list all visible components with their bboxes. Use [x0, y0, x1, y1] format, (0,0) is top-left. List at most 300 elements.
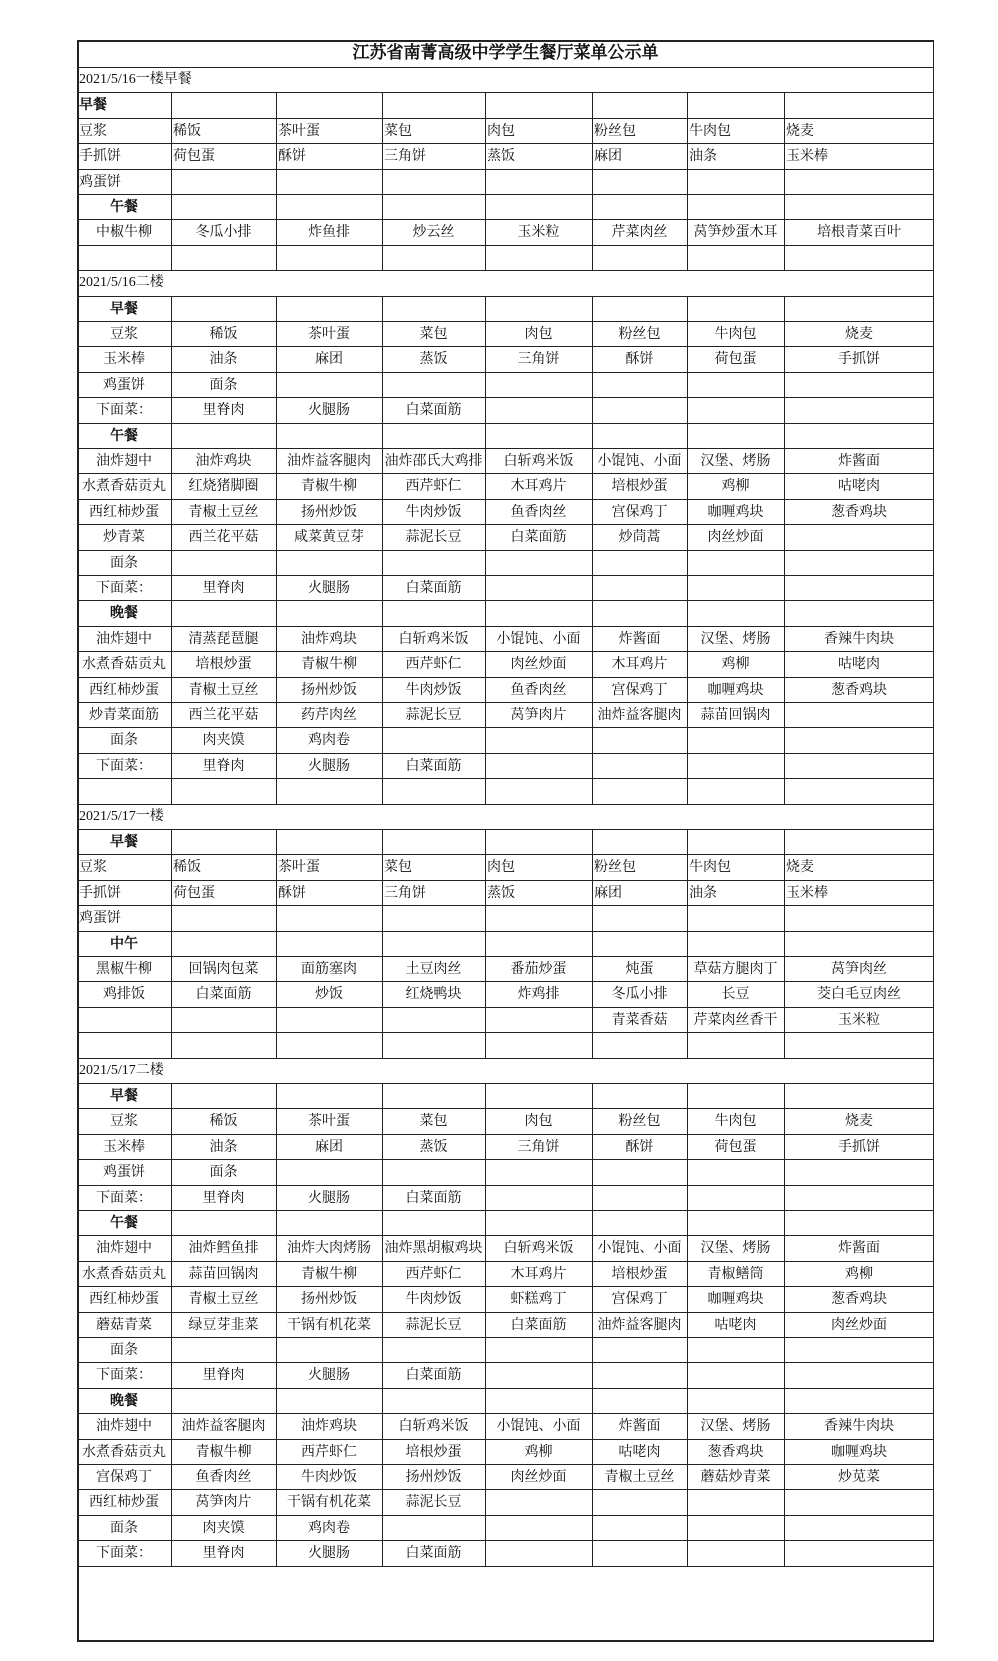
menu-cell: 葱香鸡块 — [707, 1443, 764, 1460]
menu-cell: 油炸鸡块 — [301, 630, 357, 647]
menu-cell: 白菜面筋 — [405, 1367, 462, 1384]
menu-cell: 手抓饼 — [838, 351, 880, 368]
menu-cell: 菜包 — [419, 1113, 448, 1130]
menu-cell: 炸酱面 — [838, 453, 880, 469]
menu-cell: 炒青菜面筋 — [89, 707, 159, 723]
grid-vline — [592, 296, 593, 321]
grid-vline — [276, 92, 277, 117]
menu-cell: 蒜苗回锅肉 — [700, 707, 771, 723]
grid-vline — [485, 778, 486, 803]
menu-cell: 水煮香菇贡丸 — [82, 1443, 166, 1460]
menu-cell: 肉包 — [487, 122, 515, 139]
grid-vline — [485, 397, 486, 422]
menu-cell: 扬州炒饭 — [301, 1291, 357, 1308]
menu-cell: 茭白毛豆肉丝 — [817, 986, 901, 1003]
menu-cell: 麻团 — [594, 884, 622, 901]
menu-cell: 三角饼 — [517, 1138, 560, 1155]
menu-cell: 扬州炒饭 — [301, 503, 357, 520]
grid-vline — [592, 931, 593, 956]
menu-cell: 西兰花平菇 — [188, 707, 259, 723]
menu-cell: 酥饼 — [278, 884, 306, 901]
menu-cell: 牛肉包 — [714, 1113, 757, 1130]
menu-cell: 牛肉炒饭 — [405, 681, 462, 698]
menu-cell: 红烧鸭块 — [405, 986, 462, 1003]
grid-vline — [784, 169, 785, 194]
menu-cell: 玉米棒 — [786, 884, 828, 901]
menu-cell: 火腿肠 — [308, 402, 350, 419]
menu-cell: 油炸黑胡椒鸡块 — [384, 1240, 483, 1257]
menu-cell: 汉堡、烤肠 — [700, 1240, 771, 1257]
menu-cell: 白斩鸡米饭 — [503, 453, 574, 469]
menu-cell: 西兰花平菇 — [188, 529, 259, 546]
menu-cell: 油炸翅中 — [96, 1240, 152, 1257]
menu-cell: 宫保鸡丁 — [611, 1291, 668, 1308]
date-header: 2021/5/16一楼早餐 — [79, 72, 192, 87]
menu-cell: 菜包 — [384, 859, 412, 876]
menu-cell: 白斩鸡米饭 — [503, 1240, 574, 1257]
menu-cell: 冬瓜小排 — [195, 224, 252, 241]
menu-cell: 荷包蛋 — [714, 351, 757, 368]
grid-vline — [592, 372, 593, 397]
menu-cell: 青椒牛柳 — [301, 656, 357, 673]
grid-hline — [77, 550, 934, 551]
menu-cell: 莴笋肉丝 — [831, 961, 887, 977]
grid-vline — [784, 245, 785, 270]
grid-hline — [77, 92, 934, 93]
grid-vline — [592, 245, 593, 270]
menu-cell: 烧麦 — [845, 326, 873, 342]
menu-cell: 肉包 — [524, 1113, 553, 1130]
grid-vline — [687, 550, 688, 575]
grid-vline — [382, 1083, 383, 1108]
grid-vline — [485, 550, 486, 575]
menu-cell: 油炸鳕鱼排 — [188, 1240, 259, 1257]
grid-vline — [485, 753, 486, 778]
menu-cell: 肉夹馍 — [202, 732, 245, 749]
menu-cell: 鱼香肉丝 — [510, 681, 567, 698]
grid-vline — [592, 1388, 593, 1413]
menu-cell: 粉丝包 — [618, 326, 661, 342]
menu-cell: 麻团 — [315, 351, 343, 368]
grid-vline — [592, 1159, 593, 1184]
menu-cell: 草菇方腿肉丁 — [693, 961, 778, 977]
menu-cell: 稀饭 — [209, 1113, 238, 1130]
grid-vline — [784, 524, 785, 549]
grid-vline — [382, 1388, 383, 1413]
grid-vline — [276, 1337, 277, 1362]
grid-vline — [687, 829, 688, 854]
grid-vline — [687, 423, 688, 448]
menu-cell: 油炸邵氏大鸡排 — [384, 453, 483, 469]
menu-cell: 炸酱面 — [618, 630, 661, 647]
grid-hline — [77, 1032, 934, 1033]
grid-vline — [485, 1032, 486, 1057]
grid-vline — [276, 1210, 277, 1235]
menu-cell: 鱼香肉丝 — [195, 1469, 252, 1485]
grid-vline — [592, 778, 593, 803]
grid-hline — [77, 829, 934, 830]
menu-cell: 肉夹馍 — [202, 1519, 245, 1536]
grid-vline — [592, 169, 593, 194]
menu-cell: 油条 — [209, 351, 238, 368]
grid-vline — [485, 1388, 486, 1413]
meal-label: 早餐 — [110, 300, 138, 317]
grid-vline — [382, 550, 383, 575]
grid-vline — [592, 92, 593, 117]
grid-vline — [485, 1007, 486, 1032]
menu-cell: 面条 — [209, 376, 238, 393]
menu-cell: 炒苋菜 — [838, 1469, 880, 1485]
grid-vline — [485, 245, 486, 270]
menu-cell: 白菜面筋 — [405, 580, 462, 596]
menu-cell: 鸡柳 — [845, 1265, 873, 1282]
menu-cell: 油炸翅中 — [96, 453, 152, 469]
grid-vline — [687, 1515, 688, 1540]
grid-vline — [382, 829, 383, 854]
grid-vline — [592, 397, 593, 422]
grid-vline — [784, 1388, 785, 1413]
menu-cell: 药芹肉丝 — [301, 707, 357, 723]
menu-cell: 白菜面筋 — [510, 1316, 567, 1333]
meal-label: 午餐 — [110, 1215, 138, 1231]
grid-vline — [687, 245, 688, 270]
grid-vline — [485, 1185, 486, 1210]
menu-cell: 蘑菇炒青菜 — [700, 1469, 771, 1485]
menu-cell: 西红柿炒蛋 — [89, 1494, 159, 1511]
menu-cell: 玉米棒 — [786, 148, 828, 165]
menu-cell: 白菜面筋 — [195, 986, 252, 1003]
menu-cell: 炸鱼排 — [308, 224, 350, 241]
menu-cell: 长豆 — [721, 986, 750, 1003]
grid-vline — [784, 702, 785, 727]
grid-vline — [171, 600, 172, 625]
grid-vline — [171, 931, 172, 956]
grid-hline — [77, 245, 934, 246]
menu-cell: 下面菜： — [96, 1189, 152, 1206]
menu-cell: 酥饼 — [278, 148, 306, 165]
menu-cell: 烧麦 — [786, 859, 814, 876]
menu-cell: 白斩鸡米饭 — [398, 630, 469, 647]
grid-vline — [276, 1159, 277, 1184]
menu-cell: 水煮香菇贡丸 — [82, 478, 166, 495]
menu-sheet — [77, 40, 934, 1641]
menu-cell: 炸鸡排 — [517, 986, 560, 1003]
grid-vline — [171, 778, 172, 803]
menu-cell: 鸡蛋饼 — [79, 173, 121, 190]
grid-vline — [171, 169, 172, 194]
menu-cell: 莴笋炒蛋木耳 — [693, 224, 778, 241]
grid-vline — [687, 169, 688, 194]
menu-cell: 咸菜黄豆芽 — [294, 529, 364, 546]
menu-cell: 肉丝炒面 — [510, 1469, 567, 1485]
menu-cell: 炖蛋 — [625, 961, 654, 977]
menu-cell: 香辣牛肉块 — [824, 630, 894, 647]
menu-cell: 葱香鸡块 — [831, 1291, 887, 1308]
menu-cell: 麻团 — [594, 148, 622, 165]
grid-vline — [171, 905, 172, 930]
menu-cell: 里脊肉 — [202, 1545, 245, 1562]
menu-cell: 青椒土豆丝 — [188, 681, 259, 698]
menu-cell: 肉丝炒面 — [510, 656, 567, 673]
grid-vline — [276, 194, 277, 219]
menu-cell: 咖喱鸡块 — [831, 1443, 887, 1460]
menu-cell: 扬州炒饭 — [405, 1469, 462, 1485]
menu-cell: 里脊肉 — [202, 402, 245, 419]
grid-vline — [382, 92, 383, 117]
menu-cell: 三角饼 — [517, 351, 560, 368]
menu-cell: 白斩鸡米饭 — [398, 1418, 469, 1435]
grid-vline — [592, 1337, 593, 1362]
grid-vline — [784, 1210, 785, 1235]
menu-cell: 咕咾肉 — [838, 656, 880, 673]
grid-vline — [485, 296, 486, 321]
menu-cell: 蒜泥长豆 — [405, 1316, 462, 1333]
menu-cell: 鸡蛋饼 — [103, 1164, 145, 1181]
grid-vline — [687, 1210, 688, 1235]
grid-vline — [687, 778, 688, 803]
grid-vline — [687, 1159, 688, 1184]
meal-label: 早餐 — [110, 834, 138, 850]
menu-cell: 玉米粒 — [838, 1011, 880, 1028]
meal-label: 中午 — [110, 935, 138, 952]
grid-vline — [592, 753, 593, 778]
menu-cell: 小馄饨、小面 — [496, 630, 581, 647]
menu-table — [77, 40, 934, 1641]
grid-vline — [276, 1388, 277, 1413]
grid-vline — [784, 1489, 785, 1514]
grid-vline — [382, 1337, 383, 1362]
grid-vline — [592, 1362, 593, 1387]
menu-cell: 肉包 — [487, 859, 515, 876]
menu-cell: 火腿肠 — [308, 580, 350, 596]
menu-cell: 培根炒蛋 — [405, 1443, 462, 1460]
grid-vline — [592, 1515, 593, 1540]
grid-vline — [485, 575, 486, 600]
grid-vline — [687, 372, 688, 397]
grid-vline — [687, 1388, 688, 1413]
menu-cell: 青椒土豆丝 — [188, 1291, 259, 1308]
menu-cell: 红烧猪脚圈 — [188, 478, 259, 495]
grid-vline — [592, 1540, 593, 1565]
grid-vline — [485, 1540, 486, 1565]
grid-vline — [485, 423, 486, 448]
grid-vline — [687, 727, 688, 752]
menu-cell: 油炸益客腿肉 — [181, 1418, 266, 1435]
grid-hline — [77, 905, 934, 906]
meal-label: 晚餐 — [110, 1392, 138, 1409]
grid-vline — [592, 905, 593, 930]
menu-cell: 蒸饭 — [487, 884, 515, 901]
grid-vline — [687, 1032, 688, 1057]
menu-cell: 茶叶蛋 — [278, 859, 320, 876]
menu-cell: 烧麦 — [786, 122, 814, 139]
grid-vline — [784, 753, 785, 778]
grid-vline — [592, 1032, 593, 1057]
grid-vline — [784, 423, 785, 448]
grid-vline — [687, 1362, 688, 1387]
menu-cell: 干锅有机花菜 — [287, 1316, 371, 1333]
menu-cell: 肉丝炒面 — [707, 529, 764, 546]
grid-vline — [592, 550, 593, 575]
grid-vline — [171, 1007, 172, 1032]
grid-vline — [382, 194, 383, 219]
grid-hline — [77, 778, 934, 779]
menu-cell: 下面菜： — [96, 1545, 152, 1562]
menu-cell: 豆浆 — [79, 859, 107, 876]
menu-cell: 白菜面筋 — [405, 402, 462, 419]
menu-cell: 蒸饭 — [419, 351, 448, 368]
grid-vline — [276, 600, 277, 625]
menu-cell: 火腿肠 — [308, 757, 350, 774]
menu-cell: 白菜面筋 — [405, 757, 462, 774]
menu-cell: 扬州炒饭 — [301, 681, 357, 698]
menu-cell: 面条 — [209, 1164, 238, 1181]
menu-cell: 茶叶蛋 — [308, 326, 350, 342]
menu-cell: 莴笋肉片 — [510, 707, 567, 723]
grid-vline — [784, 1515, 785, 1540]
grid-vline — [485, 1159, 486, 1184]
meal-label: 午餐 — [110, 427, 138, 444]
grid-vline — [171, 1210, 172, 1235]
menu-cell: 酥饼 — [625, 351, 654, 368]
menu-cell: 手抓饼 — [79, 148, 121, 165]
grid-vline — [382, 600, 383, 625]
date-header: 2021/5/17二楼 — [79, 1062, 164, 1078]
menu-cell: 葱香鸡块 — [831, 503, 887, 520]
grid-vline — [382, 1007, 383, 1032]
menu-cell: 鸡柳 — [721, 478, 750, 495]
menu-cell: 咕咾肉 — [714, 1316, 757, 1333]
grid-vline — [592, 1489, 593, 1514]
menu-cell: 粉丝包 — [618, 1113, 661, 1130]
grid-vline — [784, 829, 785, 854]
menu-cell: 蒜苗回锅肉 — [188, 1265, 259, 1282]
grid-vline — [485, 905, 486, 930]
menu-cell: 水煮香菇贡丸 — [82, 1265, 166, 1282]
menu-cell: 面条 — [110, 554, 138, 571]
menu-cell: 粉丝包 — [594, 859, 636, 876]
grid-vline — [171, 1337, 172, 1362]
menu-cell: 西红柿炒蛋 — [89, 503, 159, 520]
grid-vline — [784, 372, 785, 397]
menu-cell: 油条 — [689, 148, 717, 165]
menu-cell: 菜包 — [419, 326, 448, 342]
grid-hline — [77, 40, 934, 42]
menu-cell: 芹菜肉丝 — [611, 224, 668, 241]
grid-vline — [784, 194, 785, 219]
menu-cell: 下面菜： — [96, 757, 152, 774]
menu-cell: 白菜面筋 — [405, 1189, 462, 1206]
menu-cell: 白菜面筋 — [405, 1545, 462, 1562]
menu-cell: 酥饼 — [625, 1138, 654, 1155]
menu-cell: 火腿肠 — [308, 1545, 350, 1562]
page-title: 江苏省南菁高级中学学生餐厅菜单公示单 — [352, 43, 659, 63]
menu-cell: 水煮香菇贡丸 — [82, 656, 166, 673]
menu-cell: 豆浆 — [110, 326, 138, 342]
grid-vline — [687, 600, 688, 625]
grid-vline — [485, 92, 486, 117]
grid-vline — [784, 1159, 785, 1184]
menu-cell: 培根炒蛋 — [611, 1265, 668, 1282]
grid-vline — [592, 600, 593, 625]
grid-vline — [784, 778, 785, 803]
menu-cell: 蒸饭 — [487, 148, 515, 165]
grid-hline — [77, 1083, 934, 1084]
menu-cell: 培根青菜百叶 — [817, 224, 901, 241]
menu-cell: 玉米粒 — [517, 224, 560, 241]
menu-cell: 宫保鸡丁 — [611, 503, 668, 520]
menu-cell: 青椒牛柳 — [301, 1265, 357, 1282]
grid-vline — [276, 296, 277, 321]
menu-cell: 鸡柳 — [524, 1443, 553, 1460]
menu-cell: 培根炒蛋 — [611, 478, 668, 495]
menu-cell: 芹菜肉丝香干 — [693, 1011, 778, 1028]
menu-cell: 粉丝包 — [594, 122, 636, 139]
grid-vline — [171, 245, 172, 270]
grid-vline — [382, 1032, 383, 1057]
menu-cell: 下面菜： — [96, 1367, 152, 1384]
menu-cell: 蒜泥长豆 — [405, 1494, 462, 1511]
menu-cell: 汉堡、烤肠 — [700, 1418, 771, 1435]
grid-vline — [485, 1489, 486, 1514]
grid-vline — [592, 575, 593, 600]
menu-cell: 烧麦 — [845, 1113, 873, 1130]
menu-cell: 木耳鸡片 — [510, 1265, 567, 1282]
grid-vline — [485, 1362, 486, 1387]
menu-cell: 牛肉炒饭 — [405, 1291, 462, 1308]
menu-cell: 面条 — [110, 732, 138, 749]
grid-vline — [382, 778, 383, 803]
grid-vline — [784, 550, 785, 575]
grid-vline — [784, 575, 785, 600]
menu-cell: 面条 — [110, 1342, 138, 1358]
grid-vline — [382, 372, 383, 397]
menu-cell: 青椒牛柳 — [195, 1443, 252, 1460]
menu-cell: 西芹虾仁 — [301, 1443, 357, 1460]
grid-vline — [687, 194, 688, 219]
menu-cell: 青菜香菇 — [611, 1011, 668, 1028]
date-header: 2021/5/17一楼 — [79, 808, 164, 824]
menu-cell: 三角饼 — [384, 884, 426, 901]
grid-hline — [77, 296, 934, 297]
menu-cell: 炒茼蒿 — [618, 529, 661, 546]
menu-cell: 里脊肉 — [202, 1189, 245, 1206]
menu-cell: 宫保鸡丁 — [611, 681, 668, 698]
menu-cell: 炒青菜 — [103, 529, 145, 546]
menu-cell: 绿豆芽韭菜 — [188, 1316, 259, 1333]
grid-vline — [784, 727, 785, 752]
grid-vline — [485, 727, 486, 752]
menu-cell: 葱香鸡块 — [831, 681, 887, 698]
menu-cell: 三角饼 — [384, 148, 426, 165]
menu-cell: 鸡柳 — [721, 656, 750, 673]
menu-cell: 火腿肠 — [308, 1189, 350, 1206]
grid-vline — [687, 1489, 688, 1514]
menu-cell: 牛肉包 — [689, 859, 731, 876]
grid-vline — [592, 1185, 593, 1210]
grid-vline — [276, 778, 277, 803]
menu-cell: 培根炒蛋 — [195, 656, 252, 673]
grid-vline — [687, 1337, 688, 1362]
menu-cell: 油炸益客腿肉 — [287, 453, 371, 469]
menu-cell: 咖喱鸡块 — [707, 1291, 764, 1308]
menu-cell: 稀饭 — [173, 122, 201, 139]
grid-vline — [382, 1210, 383, 1235]
grid-vline — [276, 905, 277, 930]
meal-label: 早餐 — [79, 97, 107, 114]
menu-cell: 青椒鳝筒 — [707, 1265, 764, 1282]
meal-label: 早餐 — [110, 1088, 138, 1104]
